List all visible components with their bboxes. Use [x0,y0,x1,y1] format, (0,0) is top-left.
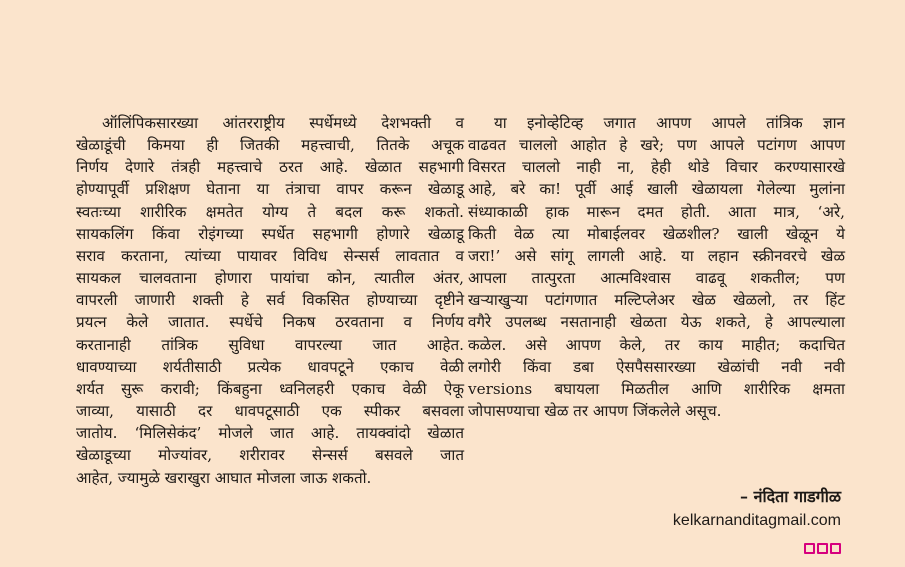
text-line: स्वतःच्या शारीरिक क्षमतेत योग्य ते बदल करू शकतो. [76,202,464,221]
text-line: आहेत, ज्यामुळे खराखुरा आघात मोजला जाऊ शकतो. [76,468,372,487]
text-line: आपला तात्पुरता आत्मविश्वास वाढवू शकतील; पण [468,269,845,288]
text-line: सायकलिंग किंवा रोइंगच्या स्पर्धेत सहभागी होणारे खेळाडू [76,224,464,243]
text-line: खेळाडूच्या मोज्यांवर, शरीरावर सेन्सर्स बसवले जात [76,446,464,465]
text-line: लगोरी किंवा डबा ऐसपैससारख्या खेळांची नवी नवी [468,357,845,376]
author-byline: – नंदिता गाडगीळ [740,487,841,506]
text-line: करतानाही तांत्रिक सुविधा वापरल्या जात आहेत. [76,335,464,354]
text-line: जाव्या, यासाठी दर धावपटूसाठी एक स्पीकर बसवला [76,402,464,421]
text-line: आहे, बरे का! पूर्वी आई खाली खेळायला गेलेल्या मुलांना [468,180,845,199]
text-line: ऑलिंपिकसारख्या आंतरराष्ट्रीय स्पर्धेमध्ये देशभक्ती व [102,114,464,132]
text-line: विसरत चाललो नाही ना, हेही थोडे विचार करण्यासारखे [468,158,845,177]
text-line: प्रयत्न केले जातात. स्पर्धेचे निकष ठरवताना व निर्णय [76,313,464,332]
end-square-icon [804,543,815,554]
text-line: शर्यत सुरू करावी; किंबहुना ध्वनिलहरी एकाच वेळी ऐकू [76,379,464,398]
text-line: खेळाडूंची किमया ही जितकी महत्त्वाची, तितके अचूक [76,136,464,155]
text-line: कळेल. असे आपण केले, तर काय माहीत; कदाचित [468,335,845,354]
article-end-marks [804,543,841,554]
text-line: जोपासण्याचा खेळ तर आपण जिंकलेले असूच. [468,402,722,421]
article-column-right [468,112,845,422]
text-line: होण्यापूर्वी प्रशिक्षण घेताना या तंत्राचा वापर करून खेळाडू [76,180,464,199]
text-line: वापरली जाणारी शक्ती हे सर्व विकसित होण्याच्या दृष्टीने [76,291,464,310]
text-line: वाढवत चाललो आहोत हे खरे; पण आपले पटांगण आपण [468,136,845,155]
text-line: सराव करताना, त्यांच्या पायावर विविध सेन्सर्स लावतात व [76,246,464,265]
text-line: जरा!’ असे सांगू लागली आहे. या लहान स्क्रीनवरचे खेळ [468,246,845,265]
text-line: versions बघायला मिळतील आणि शारीरिक क्षमता [468,379,845,398]
author-email[interactable]: kelkarnanditagmail.com [672,512,841,529]
text-line: जातोय. ‘मिलिसेकंद’ मोजले जात आहे. तायक्वांदो खेळात [76,424,464,443]
end-square-icon [817,543,828,554]
text-line: सायकल चालवताना होणारा पायांचा कोन, त्यातील अंतर, [76,269,464,288]
text-line: वगैरे उपलब्ध नसतानाही खेळता येऊ शकते, हे आपल्याला [468,313,845,332]
article-column-left [76,112,464,489]
text-line: या इनोव्हेटिव्ह जगात आपण आपले तांत्रिक ज्ञान [494,114,845,132]
text-line: किती वेळ त्या मोबाईलवर खेळशील? खाली खेळून ये [468,224,845,243]
text-line: निर्णय देणारे तंत्रही महत्त्वाचे ठरत आहे. खेळात सहभागी [76,158,464,177]
end-square-icon [830,543,841,554]
text-line: धावण्याच्या शर्यतीसाठी प्रत्येक धावपटूने एकाच वेळी [76,357,464,376]
text-line: संध्याकाळी हाक मारून दमत होती. आता मात्र, ‘अरे, [468,202,845,221]
text-line: खऱ्याखुऱ्या पटांगणात मल्टिप्लेअर खेळ खेळलो, तर हिंट [468,291,845,310]
